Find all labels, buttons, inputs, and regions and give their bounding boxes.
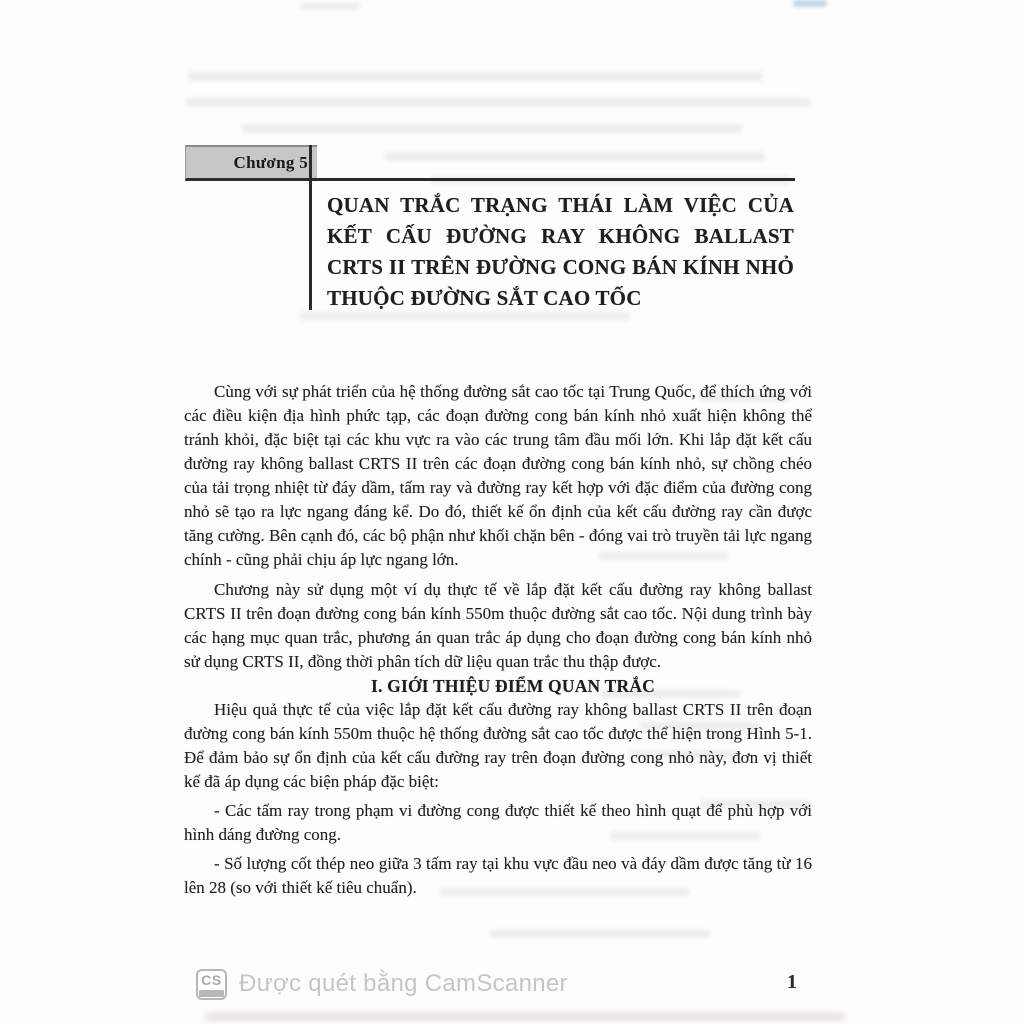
chapter-title-line: KẾT CẤU ĐƯỜNG RAY KHÔNG BALLAST	[327, 224, 794, 248]
watermark-text: Được quét bằng CamScanner	[239, 970, 568, 997]
bleedthrough-smudge	[186, 98, 811, 107]
page-number: 1	[787, 971, 797, 993]
scanner-watermark	[196, 966, 568, 1002]
bleedthrough-smudge	[242, 124, 742, 133]
camscanner-logo-icon	[196, 969, 227, 1000]
paragraph: Chương này sử dụng một ví dụ thực tế về lắp đặt kết cấu đường ray không ballast CRTS II trên đoạn đường cong bán kính 550m thuộc đường sắt cao tốc. Nội dung trình bày các hạng mục quan trắc, phương án quan trắc áp dụng cho đoạn đường cong bán kính nhỏ sử dụng CRTS II, đồng thời phân tích dữ liệu quan trắc thu thập được.	[184, 580, 812, 671]
chapter-title-line: THUỘC ĐƯỜNG SẮT CAO TỐC	[327, 286, 642, 310]
bullet-item: - Số lượng cốt thép neo giữa 3 tấm ray tại khu vực đầu neo và đáy dầm được tăng từ 16 lên 28 (so với thiết kế tiêu chuẩn).	[184, 854, 812, 897]
chapter-title	[327, 190, 794, 314]
bleedthrough-smudge	[385, 152, 765, 161]
bleedthrough-smudge	[188, 72, 763, 81]
bleedthrough-smudge	[793, 0, 827, 7]
bleedthrough-smudge	[490, 930, 710, 938]
chapter-title-line: CRTS II TRÊN ĐƯỜNG CONG BÁN KÍNH NHỎ	[327, 255, 794, 279]
chapter-tab-box	[185, 145, 317, 181]
chapter-label: Chương 5	[233, 152, 308, 172]
chapter-title-line: QUAN TRẮC TRẠNG THÁI LÀM VIỆC CỦA	[327, 193, 794, 217]
body-text	[184, 380, 812, 900]
vertical-rule	[309, 145, 312, 310]
section-heading: I. GIỚI THIỆU ĐIỂM QUAN TRẮC	[370, 676, 656, 696]
camscanner-logo-text: CS	[201, 971, 222, 988]
bullet-item: - Các tấm ray trong phạm vi đường cong được thiết kế theo hình quạt để phù hợp với hình dáng đường cong.	[184, 801, 812, 844]
bleedthrough-smudge	[205, 1012, 845, 1021]
paragraph: Hiệu quả thực tế của việc lắp đặt kết cấu đường ray không ballast CRTS II trên đoạn đường cong bán kính 550m thuộc hệ thống đường sắt cao tốc được thể hiện trong Hình 5-1. Để đảm bảo sự ổn định của kết cấu đường ray trên đoạn đường cong nhỏ này, đơn vị thiết kế đã áp dụng các biện pháp đặc biệt:	[184, 700, 812, 791]
bleedthrough-smudge	[300, 3, 360, 10]
horizontal-rule	[312, 178, 795, 181]
paragraph: Cùng với sự phát triển của hệ thống đường sắt cao tốc tại Trung Quốc, để thích ứng với các điều kiện địa hình phức tạp, các đoạn đường cong bán kính nhỏ xuất hiện không thể tránh khỏi, đặc biệt tại các khu vực ra vào các trung tâm đầu mối lớn. Khi lắp đặt kết cấu đường ray không ballast CRTS II trên các đoạn đường cong bán kính nhỏ, sự chồng chéo của tải trọng nhiệt từ đáy dầm, tấm ray và đường ray kết hợp với đặc điểm của đường cong nhỏ sẽ tạo ra lực ngang đáng kể. Do đó, thiết kế ổn định của kết cấu đường ray cần được tăng cường. Bên cạnh đó, các bộ phận như khối chặn bên - đóng vai trò truyền tải lực ngang chính - cũng phải chịu áp lực ngang lớn.	[184, 382, 812, 569]
camscanner-logo-bar	[199, 990, 224, 997]
